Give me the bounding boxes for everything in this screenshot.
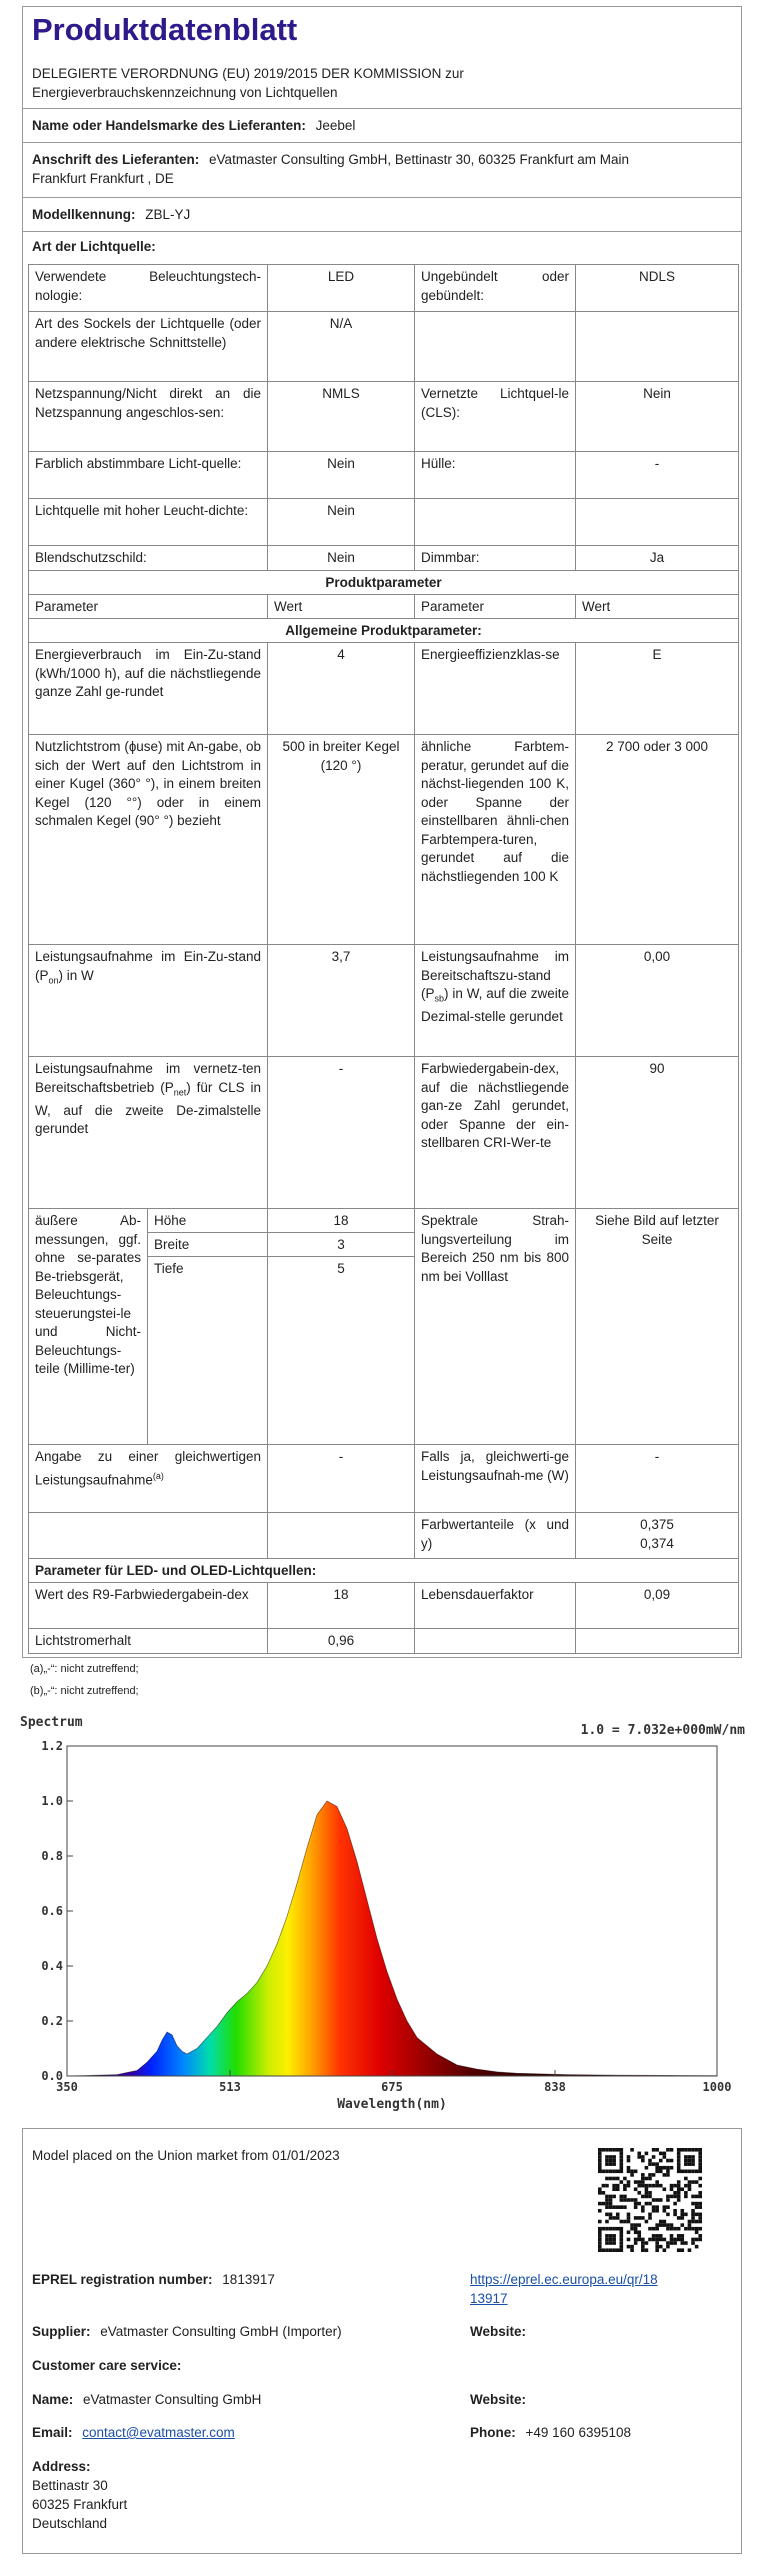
supplier-name-row xyxy=(32,116,355,135)
highlum-value: Nein xyxy=(267,498,415,546)
cls-label: Vernetzte Lichtquel-le (CLS): xyxy=(414,381,576,452)
cct-value: 2 700 oder 3 000 xyxy=(575,734,739,945)
socket-value: N/A xyxy=(267,311,415,382)
chart-title: Spectrum xyxy=(20,1715,83,1730)
socket-empty-2 xyxy=(575,311,739,382)
equiv-watt-value: - xyxy=(575,1444,739,1513)
maintenance-empty-1 xyxy=(414,1628,576,1654)
envelope-label: Hülle: xyxy=(414,451,576,499)
chart-scale-note: 1.0 = 7.032e+000mW/nm xyxy=(580,1723,745,1738)
pon-label: Leistungsaufnahme im Ein-Zu-stand $(P_{on})$ in W xyxy=(28,944,268,1057)
pnet-value: - xyxy=(267,1056,415,1209)
cri-label: Farbwiedergabein-dex, auf die nächstliegende gan-ze Zahl gerundet, oder Spanne der ein-stellbaren CRI-Wer-te xyxy=(414,1056,576,1209)
website-label: Website: xyxy=(470,2324,527,2339)
footnote-a: (a)„-“: nicht zutreffend; xyxy=(30,1663,139,1675)
socket-empty-1 xyxy=(414,311,576,382)
energy-consumption-label: Energieverbrauch im Ein-Zu-stand (kWh/1000 h), auf die nächstliegende ganze Zahl ge-rundet xyxy=(28,642,268,735)
light-source-type-heading: Art der Lichtquelle: xyxy=(32,239,156,254)
dimensions-label: äußere Ab-messungen, ggf. ohne se-parates Be-triebsgerät, Beleuchtungs-steuerungstei-le und Nicht-Beleuchtungs-teile (Millime-ter) xyxy=(28,1208,148,1445)
useful-flux-label: Nutzlichtstrom (ɸuse) mit An-gabe, ob sich der Wert auf den Lichtstrom in einer Kugel (360° °), in einem breiten Kegel (120 °°) oder in einem schmalen Kegel (90° °) bezieht xyxy=(28,734,268,945)
eprel-registration-value: 1813917 xyxy=(222,2272,275,2287)
energy-class-label: Energieeffizienzklas-se xyxy=(414,642,576,735)
eprel-link-line1[interactable]: https://eprel.ec.europa.eu/qr/18 xyxy=(470,2272,658,2287)
highlum-label: Lichtquelle mit hoher Leucht-dichte: xyxy=(28,498,268,546)
chroma-label: Farbwertanteile (x und y) xyxy=(414,1512,576,1559)
dimmable-label: Dimmbar: xyxy=(414,545,576,571)
chroma-empty-2 xyxy=(267,1512,415,1559)
care-name-row xyxy=(32,2390,261,2409)
r9-label: Wert des R9-Farbwiedergabein-dex xyxy=(28,1582,268,1629)
model-value: ZBL-YJ xyxy=(145,207,191,222)
dimmable-value: Ja xyxy=(575,545,739,571)
chroma-y: 0,374 xyxy=(640,1535,674,1551)
socket-label: Art des Sockels der Lichtquelle (oder andere elektrische Schnittstelle) xyxy=(28,311,268,382)
eprel-link[interactable] xyxy=(470,2270,658,2308)
bundled-value: NDLS xyxy=(575,264,739,312)
supplier-address-label: Anschrift des Lieferanten: xyxy=(32,152,200,167)
highlum-empty-1 xyxy=(414,498,576,546)
height-value: 18 xyxy=(267,1208,415,1233)
height-label: Höhe xyxy=(147,1208,268,1233)
cct-label: ähnliche Farbtem-peratur, gerundet auf die nächst-liegenden 100 K, oder Spanne der einstellbaren ähnli-chen Farbtempera-turen, gerundet auf die nächstliegenden 100 K xyxy=(414,734,576,945)
psb-value: 0,00 xyxy=(575,944,739,1057)
chroma-x: 0,375 xyxy=(640,1517,674,1532)
maintenance-value: 0,96 xyxy=(267,1628,415,1654)
supplier-label: Supplier: xyxy=(32,2324,91,2339)
maintenance-empty-2 xyxy=(575,1628,739,1654)
x-tick-label: 1000 xyxy=(702,2080,732,2094)
spectrum-chart xyxy=(0,1706,760,2126)
x-tick-label: 675 xyxy=(381,2080,403,2094)
qr-code[interactable] xyxy=(598,2148,702,2252)
eprel-link-line2[interactable]: 13917 xyxy=(470,2291,508,2306)
care-phone-row xyxy=(470,2423,631,2442)
x-tick-label: 350 xyxy=(56,2080,78,2094)
x-axis-label: Wavelength(nm) xyxy=(337,2097,447,2112)
antiglare-value: Nein xyxy=(267,545,415,571)
y-tick-label: 0.6 xyxy=(41,1904,63,1918)
care-address-line3: Deutschland xyxy=(32,2516,108,2531)
width-value: 3 xyxy=(267,1232,415,1257)
eprel-registration-row xyxy=(32,2270,275,2289)
x-tick-label: 838 xyxy=(544,2080,566,2094)
bundled-label: Ungebündelt oder gebündelt: xyxy=(414,264,576,312)
led-params-heading: Parameter für LED- und OLED-Lichtquellen: xyxy=(28,1558,739,1583)
supplier-address-line2: Frankfurt Frankfurt , DE xyxy=(32,171,174,186)
care-email-link[interactable]: contact@evatmaster.com xyxy=(82,2425,235,2440)
care-address-line2: 60325 Frankfurt xyxy=(32,2497,128,2512)
survival-value: 0,09 xyxy=(575,1582,739,1629)
product-params-heading: Produktparameter xyxy=(28,570,739,595)
tech-label: Verwendete Beleuchtungstech-nologie: xyxy=(28,264,268,312)
r9-value: 18 xyxy=(267,1582,415,1629)
supplier-value: eVatmaster Consulting GmbH (Importer) xyxy=(100,2324,342,2339)
y-tick-label: 1.0 xyxy=(41,1794,63,1808)
eprel-registration-label: EPREL registration number: xyxy=(32,2272,213,2287)
col-param-2: Parameter xyxy=(414,594,576,619)
care-website-label: Website: xyxy=(470,2392,527,2407)
col-value-2: Wert xyxy=(575,594,739,619)
model-label: Modellkennung: xyxy=(32,207,136,222)
care-name-label: Name: xyxy=(32,2392,74,2407)
energy-class-value: E xyxy=(575,642,739,735)
care-address-label: Address: xyxy=(32,2459,91,2474)
cls-value: Nein xyxy=(575,381,739,452)
footnote-b: (b)„-“: nicht zutreffend; xyxy=(30,1685,139,1697)
highlum-empty-2 xyxy=(575,498,739,546)
y-tick-label: 0.4 xyxy=(41,1959,63,1973)
width-label: Breite xyxy=(147,1232,268,1257)
supplier-address-row xyxy=(32,150,629,169)
psb-label: Leistungsaufnahme im Bereitschaftszu-stand $(P_{sb})$ in W, auf die zweite Dezimal-stelle gerundet xyxy=(414,944,576,1057)
spd-label: Spektrale Strah-lungsverteilung im Bereich 250 nm bis 800 nm bei Volllast xyxy=(414,1208,576,1445)
useful-flux-value: 500 in breiter Kegel (120 °) xyxy=(267,734,415,945)
spd-value: Siehe Bild auf letzter Seite xyxy=(575,1208,739,1445)
tunable-value: Nein xyxy=(267,451,415,499)
equiv-power-label xyxy=(28,1444,268,1513)
care-phone-value: +49 160 6395108 xyxy=(525,2425,631,2440)
care-name-value: eVatmaster Consulting GmbH xyxy=(83,2392,262,2407)
chroma-values xyxy=(575,1512,739,1559)
col-value-1: Wert xyxy=(267,594,415,619)
equiv-power-value: - xyxy=(267,1444,415,1513)
envelope-value: - xyxy=(575,451,739,499)
tech-value: LED xyxy=(267,264,415,312)
y-tick-label: 0.2 xyxy=(41,2014,63,2028)
survival-label: Lebensdauerfaktor xyxy=(414,1582,576,1629)
regulation-subtitle: DELEGIERTE VERORDNUNG (EU) 2019/2015 DER KOMMISSION zur Energieverbrauchskennzeichnung von Lichtquellen xyxy=(32,66,464,100)
supplier-name-value: Jeebel xyxy=(315,118,356,133)
x-tick-label: 513 xyxy=(219,2080,241,2094)
y-tick-label: 0.8 xyxy=(41,1849,63,1863)
mains-label: Netzspannung/Nicht direkt an die Netzspannung angeschlos-sen: xyxy=(28,381,268,452)
pon-value: 3,7 xyxy=(267,944,415,1057)
equiv-power-label-text: Angabe zu einer gleichwertigen Leistungsaufnahme xyxy=(35,1449,261,1487)
customer-care-heading: Customer care service: xyxy=(32,2358,182,2373)
equiv-power-footnote-ref: (a) xyxy=(152,1470,164,1481)
col-param-1: Parameter xyxy=(28,594,268,619)
care-email-row xyxy=(32,2423,235,2442)
care-address-line1: Bettinastr 30 xyxy=(32,2478,108,2493)
tunable-label: Farblich abstimmbare Licht-quelle: xyxy=(28,451,268,499)
chroma-empty-1 xyxy=(28,1512,268,1559)
energy-consumption-value: 4 xyxy=(267,642,415,735)
supplier-address-value: eVatmaster Consulting GmbH, Bettinastr 30, 60325 Frankfurt am Main xyxy=(209,152,629,167)
equiv-watt-label: Falls ja, gleichwerti-ge Leistungsaufnah-me (W) xyxy=(414,1444,576,1513)
care-phone-label: Phone: xyxy=(470,2425,516,2440)
depth-value: 5 xyxy=(267,1256,415,1445)
mains-value: NMLS xyxy=(267,381,415,452)
maintenance-label: Lichtstromerhalt xyxy=(28,1628,268,1654)
y-tick-label: 0.0 xyxy=(41,2069,63,2083)
page-title: Produktdatenblatt xyxy=(32,12,298,47)
model-row xyxy=(32,205,190,224)
supplier-name-label: Name oder Handelsmarke des Lieferanten: xyxy=(32,118,306,133)
antiglare-label: Blendschutzschild: xyxy=(28,545,268,571)
placed-on-market-text: Model placed on the Union market from 01/01/2023 xyxy=(32,2148,340,2163)
depth-label: Tiefe xyxy=(147,1256,268,1445)
pnet-label: Leistungsaufnahme im vernetz-ten Bereitschaftsbetrieb $(P_{net})$ für CLS in W, auf die zweite De-zimalstelle gerundet xyxy=(28,1056,268,1209)
y-tick-label: 1.2 xyxy=(41,1739,63,1753)
cri-value: 90 xyxy=(575,1056,739,1209)
supplier-row xyxy=(32,2322,342,2341)
care-email-label: Email: xyxy=(32,2425,73,2440)
general-params-heading: Allgemeine Produktparameter: xyxy=(28,618,739,643)
